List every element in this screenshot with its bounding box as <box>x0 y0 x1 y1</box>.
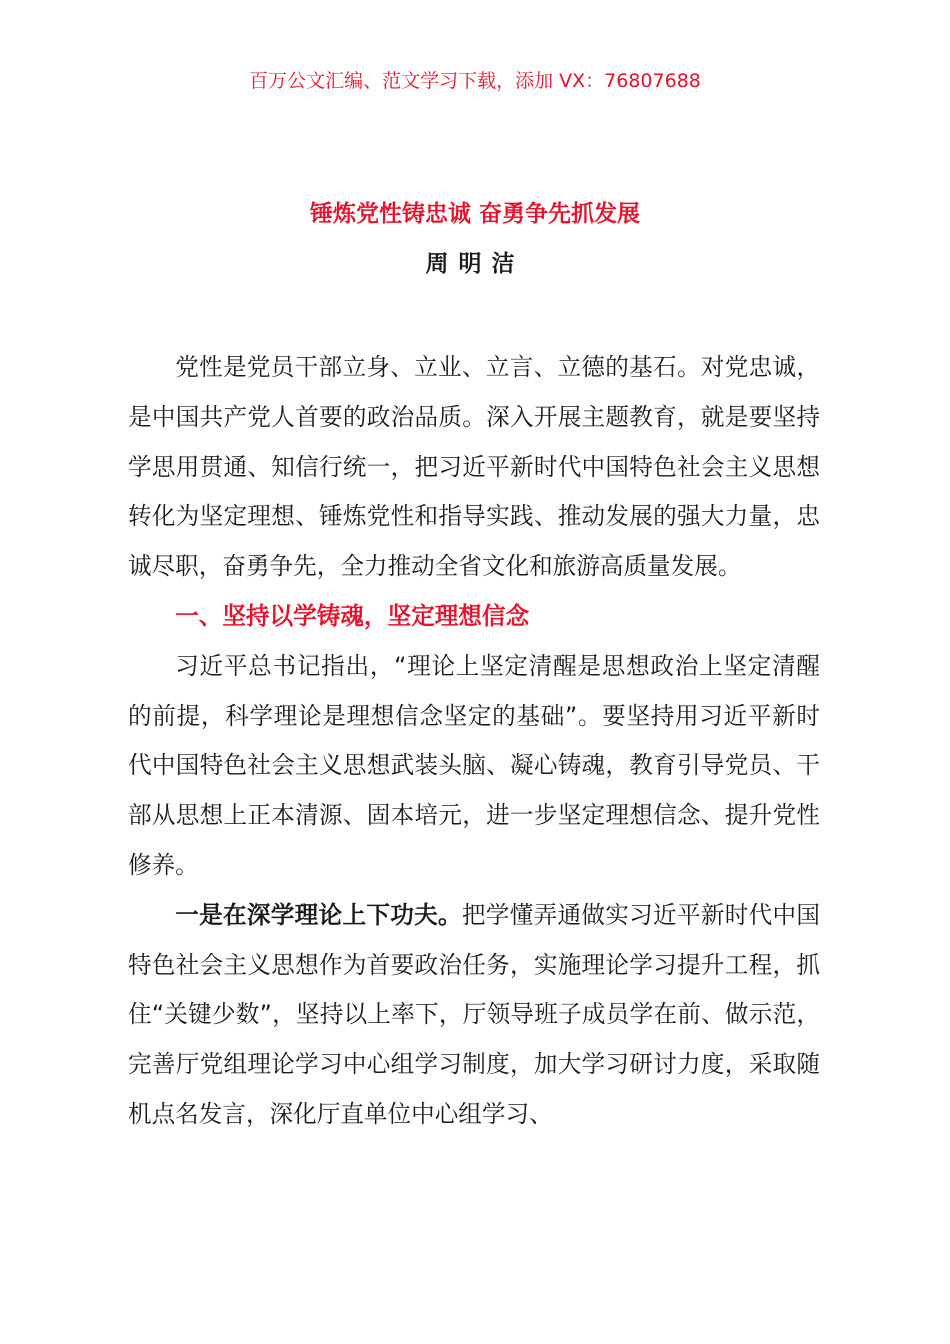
point-lead: 一是在深学理论上下功夫。 <box>175 900 462 929</box>
section-heading: 一、坚持以学铸魂，坚定理想信念 <box>175 601 530 630</box>
promo-header-note: 百万公文汇编、范文学习下载，添加 VX：76807688 <box>249 70 701 92</box>
article-body <box>128 343 820 1140</box>
article-title: 锤炼党性铸忠诚 奋勇争先抓发展 <box>309 201 640 227</box>
intro-paragraph: 党性是党员干部立身、立业、立言、立德的基石。对党忠诚，是中国共产党人首要的政治品质。深入开展主题教育，就是要坚持学思用贯通、知信行统一，把习近平新时代中国特色社会主义思想转化为坚定理想、锤炼党性和指导实践、推动发展的强大力量，忠诚尽职，奋勇争先，全力推动全省文化和旅游高质量发展。 <box>128 353 820 581</box>
point-body: 把学懂弄通做实习近平新时代中国特色社会主义思想作为首要政治任务，实施理论学习提升工程，抓住“关键少数”，坚持以上率下，厅领导班子成员学在前、做示范，完善厅党组理论学习中心组学习制度，加大学习研讨力度，采取随机点名发言，深化厅直单位中心组学习、 <box>128 900 821 1128</box>
author-name: 周明洁 <box>425 251 525 277</box>
point-paragraph <box>128 891 820 1140</box>
section-paragraph: 习近平总书记指出，“理论上坚定清醒是思想政治上坚定清醒的前提，科学理论是理想信念坚定的基础”。要坚持用习近平新时代中国特色社会主义思想武装头脑、凝心铸魂，教育引导党员、干部从思想上正本清源、固本培元，进一步坚定理想信念、提升党性修养。 <box>128 651 820 879</box>
